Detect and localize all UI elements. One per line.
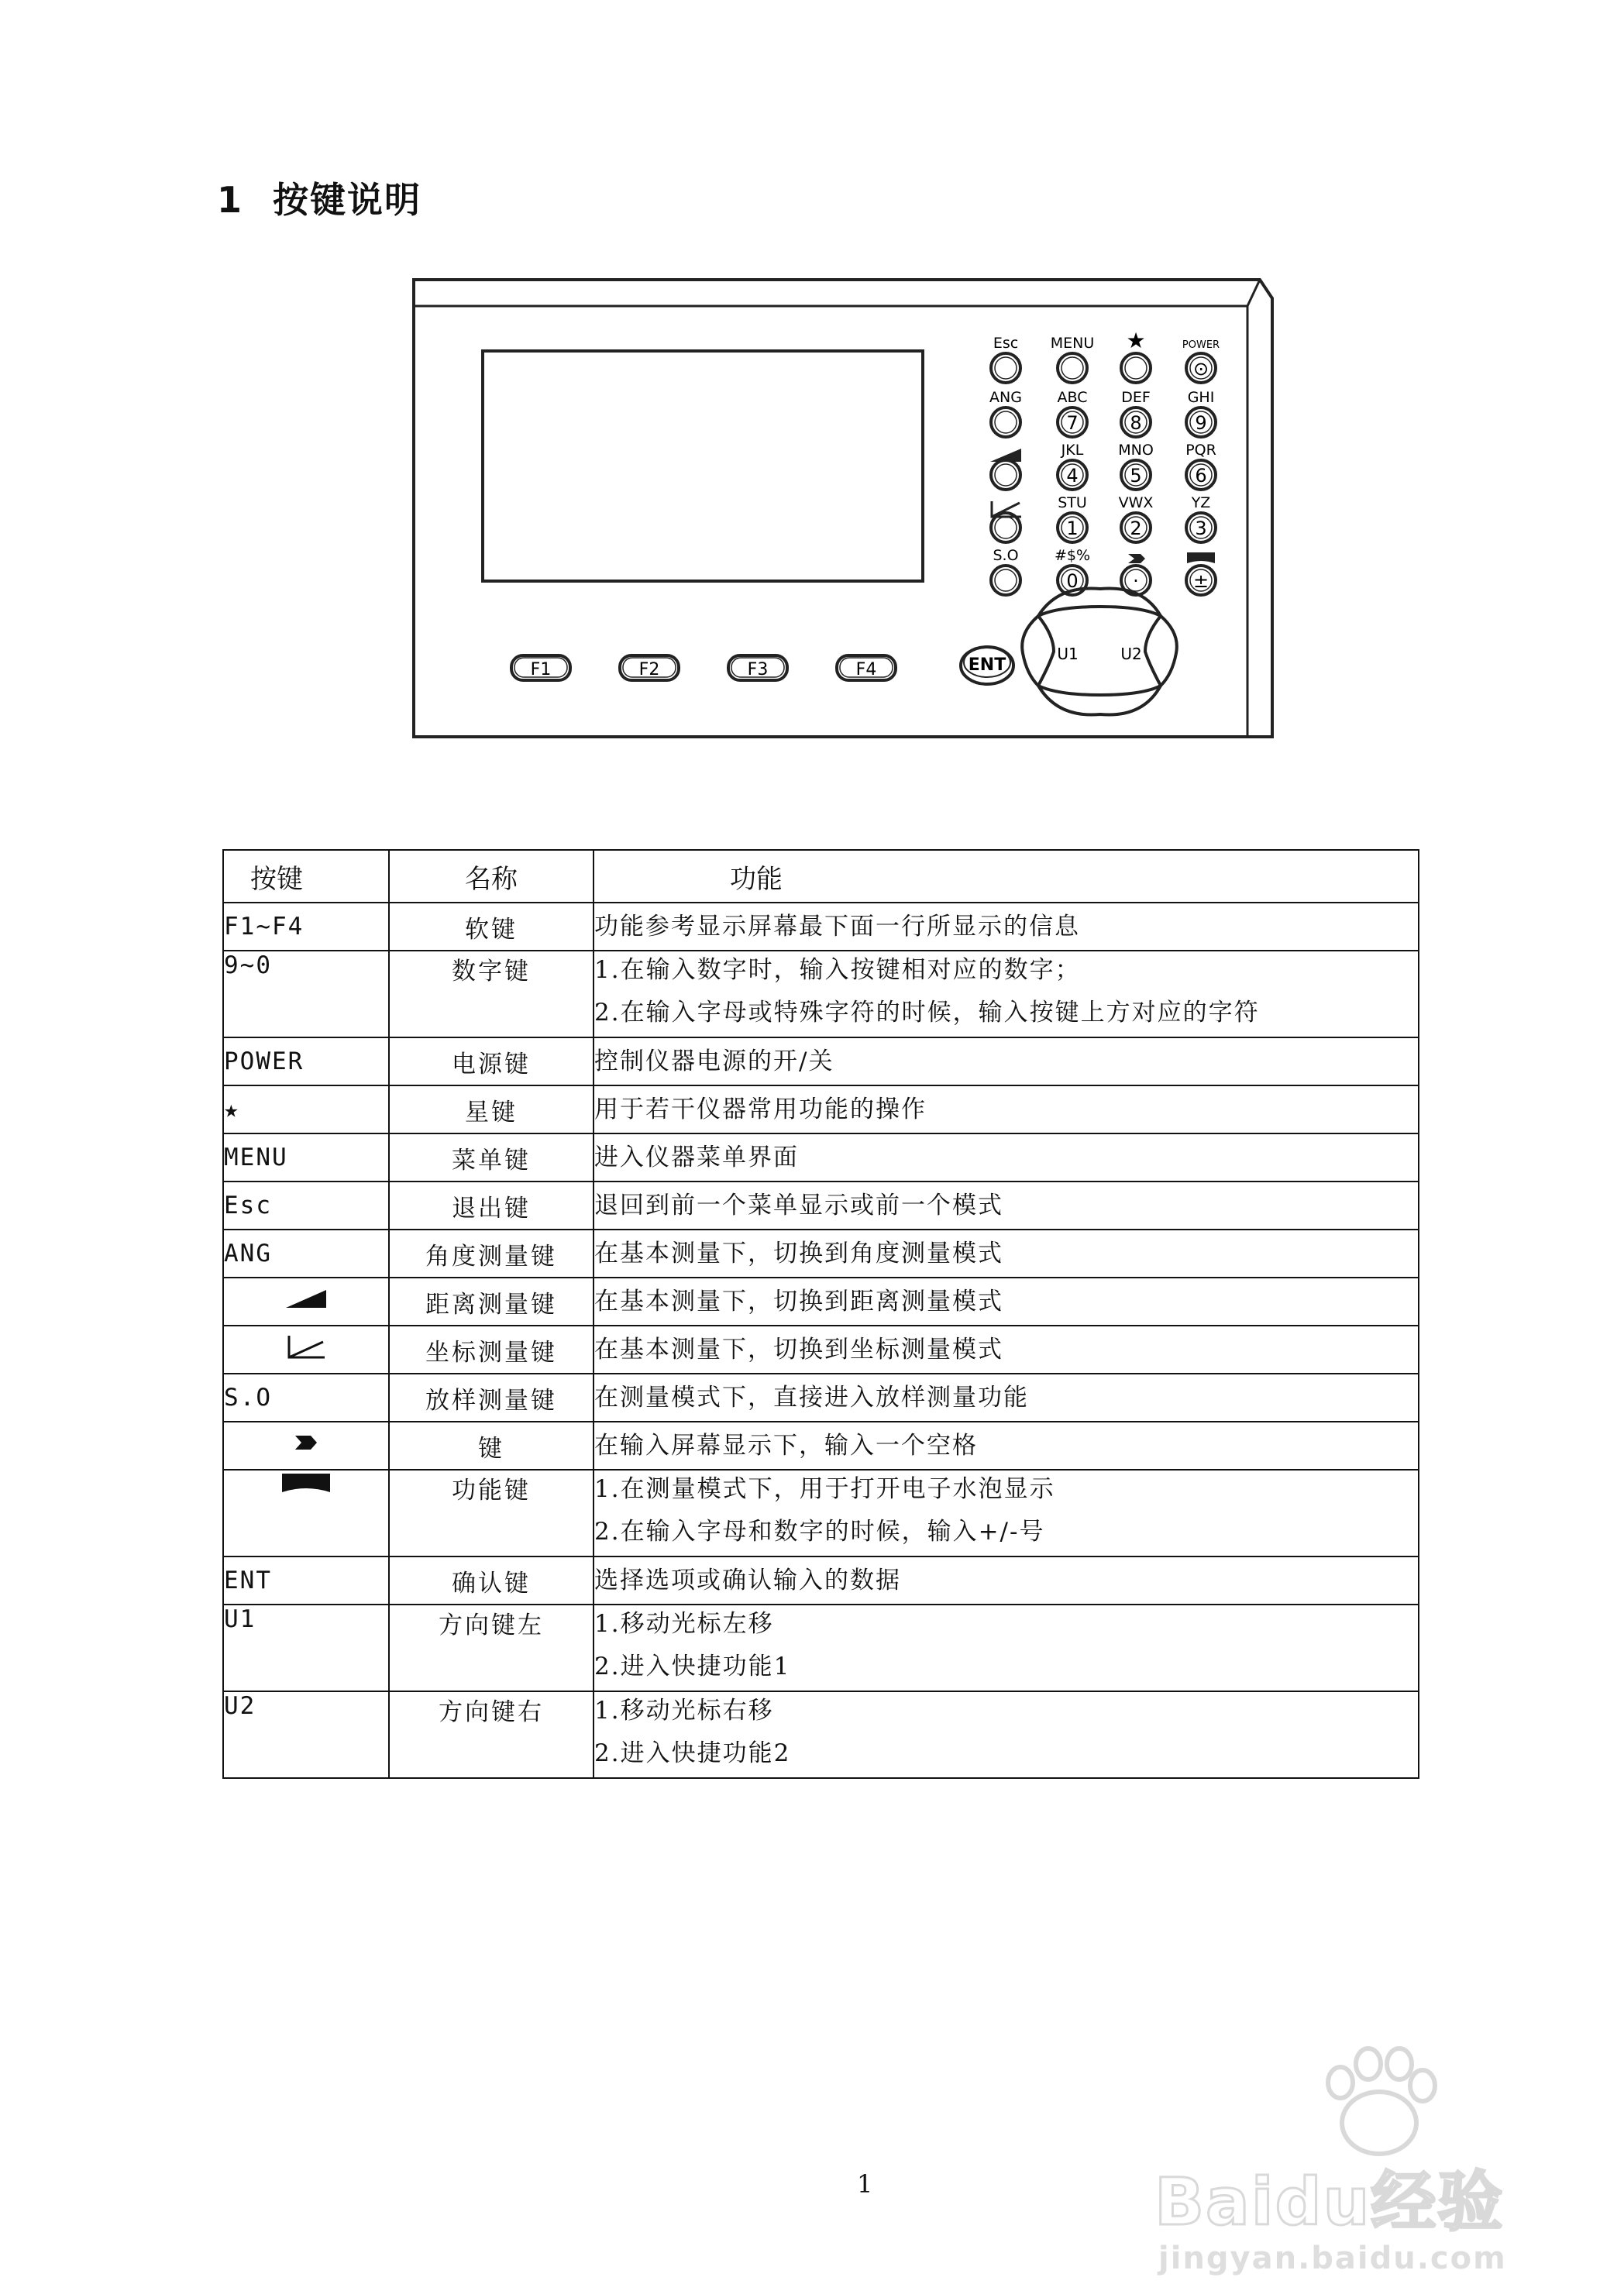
key-label: Esc <box>224 1192 272 1219</box>
key-cell <box>223 903 389 951</box>
function-cell <box>594 1605 1419 1691</box>
keypad-key[interactable] <box>1186 389 1216 437</box>
keypad-key[interactable] <box>1182 339 1220 383</box>
name-cell: 星键 <box>389 1085 594 1133</box>
function-line: 在基本测量下，切换到坐标测量模式 <box>594 1336 1003 1364</box>
keypad-key[interactable] <box>1118 442 1154 490</box>
function-cell <box>594 1085 1419 1133</box>
function-cell <box>594 1278 1419 1326</box>
key-cell <box>223 1230 389 1278</box>
function-line: 进入仪器菜单界面 <box>594 1144 799 1171</box>
level-icon <box>279 1472 333 1500</box>
space-icon <box>1128 554 1145 563</box>
name-cell: 电源键 <box>389 1037 594 1085</box>
table-row <box>223 903 1419 951</box>
distance-icon <box>283 1288 329 1316</box>
key-label: MENU <box>224 1144 288 1171</box>
keypad-key-label: PQR <box>1185 442 1216 459</box>
table-row <box>223 1278 1419 1326</box>
keypad-key-digit: 6 <box>1195 465 1207 487</box>
table-row <box>223 1230 1419 1278</box>
keypad-key-label: JKL <box>1061 442 1084 459</box>
key-cell <box>223 1691 389 1778</box>
key-cell <box>223 1085 389 1133</box>
keypad-key[interactable] <box>991 547 1020 595</box>
keypad-key[interactable] <box>1058 494 1087 542</box>
keypad-key-digit: 5 <box>1130 465 1142 487</box>
table-row <box>223 1605 1419 1691</box>
function-cell <box>594 1556 1419 1605</box>
function-line: 选择选项或确认输入的数据 <box>594 1567 901 1594</box>
keypad-key-label: ANG <box>989 389 1022 406</box>
keypad-key[interactable] <box>991 335 1020 383</box>
keypad-key-label: POWER <box>1182 339 1220 351</box>
keypad-key-label: S.O <box>993 547 1019 564</box>
key-cell <box>223 1326 389 1374</box>
keypad-key-digit: 2 <box>1130 518 1142 539</box>
watermark-sub: jingyan.baidu.com <box>1158 2241 1507 2276</box>
function-cell <box>594 1133 1419 1182</box>
baidu-watermark <box>1154 2038 1557 2276</box>
header-key: 按键 <box>223 850 389 903</box>
table-row <box>223 1422 1419 1470</box>
key-cell <box>223 1278 389 1326</box>
keypad-key[interactable] <box>1121 566 1151 595</box>
table-row <box>223 1470 1419 1556</box>
function-line: 2.在输入字母或特殊字符的时候，输入按键上方对应的字符 <box>594 999 1260 1027</box>
keypad-key-label: DEF <box>1121 389 1151 406</box>
watermark-main: Baidu经验 <box>1154 2164 1505 2240</box>
name-cell: 退出键 <box>389 1182 594 1230</box>
key-label: 9~0 <box>224 951 272 979</box>
function-line: 在基本测量下，切换到角度测量模式 <box>594 1240 1003 1268</box>
keypad-key-label: MNO <box>1118 442 1154 459</box>
keypad-key-digit: 9 <box>1195 412 1207 434</box>
navigation-pad[interactable] <box>1022 588 1177 714</box>
function-cell <box>594 1691 1419 1778</box>
keypad-key[interactable] <box>1055 547 1090 595</box>
keypad-key[interactable] <box>991 460 1020 490</box>
function-key-f1[interactable] <box>511 655 570 680</box>
table-row <box>223 1374 1419 1422</box>
function-cell <box>594 1374 1419 1422</box>
keypad-key-digit: ⊙ <box>1192 358 1209 380</box>
key-cell <box>223 1374 389 1422</box>
section-title-text: 按键说明 <box>273 179 422 221</box>
name-cell: 软键 <box>389 903 594 951</box>
name-cell: 确认键 <box>389 1556 594 1605</box>
key-cell <box>223 1133 389 1182</box>
keypad-key[interactable] <box>1058 389 1088 437</box>
function-line: 2.进入快捷功能2 <box>594 1739 791 1767</box>
enter-key[interactable] <box>961 647 1013 684</box>
paw-logo <box>1154 2038 1557 2162</box>
u2-label: U2 <box>1120 645 1142 663</box>
function-line: 在测量模式下，直接进入放样测量功能 <box>594 1384 1029 1412</box>
keypad-key-label: YZ <box>1191 494 1211 511</box>
name-cell: 方向键右 <box>389 1691 594 1778</box>
key-label: U2 <box>224 1692 256 1720</box>
keypad-key-digit: 7 <box>1066 412 1079 434</box>
keyboard-diagram <box>403 275 1278 748</box>
nav-left-key[interactable] <box>1022 616 1054 686</box>
function-key-f2[interactable] <box>620 655 679 680</box>
keypad-key-digit: · <box>1133 570 1139 592</box>
keypad-key-label: STU <box>1058 494 1087 511</box>
function-cell <box>594 1230 1419 1278</box>
section-number: 1 <box>217 179 244 221</box>
key-label: POWER <box>224 1047 304 1075</box>
name-cell: 菜单键 <box>389 1133 594 1182</box>
key-cell <box>223 1422 389 1470</box>
function-cell <box>594 1422 1419 1470</box>
keypad-key-label: Esc <box>993 335 1019 352</box>
keypad-key-digit: ± <box>1192 570 1209 592</box>
table-row <box>223 1085 1419 1133</box>
coordinate-icon <box>283 1339 329 1367</box>
function-cell <box>594 1470 1419 1556</box>
enter-key-label: ENT <box>968 655 1006 675</box>
key-label: S.O <box>224 1384 272 1412</box>
name-cell: 键 <box>389 1422 594 1470</box>
function-line: 1.移动光标右移 <box>594 1697 774 1725</box>
function-key-label: F1 <box>530 660 552 679</box>
distance-icon <box>990 449 1021 462</box>
keypad-key[interactable] <box>1121 389 1151 437</box>
nav-down-key[interactable] <box>1038 686 1161 715</box>
table-row <box>223 1037 1419 1085</box>
u1-label: U1 <box>1057 645 1079 663</box>
key-cell <box>223 1470 389 1556</box>
keypad-key-label: GHI <box>1187 389 1215 406</box>
device-keyboard-illustration <box>403 275 1278 748</box>
space-icon <box>291 1433 322 1460</box>
function-cell <box>594 1037 1419 1085</box>
keypad-key-label: VWX <box>1118 494 1154 511</box>
lcd-screen <box>483 351 923 581</box>
table-row <box>223 1326 1419 1374</box>
function-line: 退回到前一个菜单显示或前一个模式 <box>594 1192 1003 1219</box>
function-cell <box>594 1182 1419 1230</box>
name-cell: 数字键 <box>389 951 594 1037</box>
section-heading <box>217 172 421 223</box>
function-line: 1.在测量模式下，用于打开电子水泡显示 <box>594 1475 1055 1503</box>
key-cell <box>223 1556 389 1605</box>
keypad-key[interactable] <box>1121 328 1151 383</box>
keypad-key-label: MENU <box>1050 335 1095 352</box>
function-line: 用于若干仪器常用功能的操作 <box>594 1096 927 1123</box>
key-cell <box>223 1037 389 1085</box>
name-cell: 方向键左 <box>389 1605 594 1691</box>
function-line: 1.在输入数字时，输入按键相对应的数字； <box>594 956 1081 984</box>
keypad-key-digit: 8 <box>1130 412 1142 434</box>
function-line: 1.移动光标左移 <box>594 1610 774 1638</box>
table-row <box>223 1182 1419 1230</box>
function-cell <box>594 951 1419 1037</box>
key-label: ENT <box>224 1567 272 1594</box>
keypad-key-digit: 0 <box>1066 570 1079 592</box>
function-line: 功能参考显示屏幕最下面一行所显示的信息 <box>594 913 1080 941</box>
function-line: 控制仪器电源的开/关 <box>594 1047 834 1075</box>
keypad-key[interactable] <box>1058 442 1087 490</box>
function-key-f4[interactable] <box>837 655 896 680</box>
function-line: 2.在输入字母和数字的时候，输入+/-号 <box>594 1518 1045 1546</box>
table-header-row <box>223 850 1419 903</box>
keypad-key[interactable] <box>1186 494 1216 542</box>
key-label: U1 <box>224 1605 256 1633</box>
key-description-table <box>222 849 1419 1779</box>
function-line: 2.进入快捷功能1 <box>594 1653 791 1680</box>
key-cell <box>223 951 389 1037</box>
name-cell: 角度测量键 <box>389 1230 594 1278</box>
name-cell: 距离测量键 <box>389 1278 594 1326</box>
keypad-key-digit: 4 <box>1066 465 1079 487</box>
keypad-key[interactable] <box>1185 442 1216 490</box>
nav-right-key[interactable] <box>1145 616 1177 686</box>
keypad-key-digit: 1 <box>1066 518 1079 539</box>
table-row <box>223 1133 1419 1182</box>
page-number: 1 <box>857 2169 873 2199</box>
keypad-key[interactable] <box>989 389 1022 437</box>
key-label: F1~F4 <box>224 913 304 941</box>
header-name: 名称 <box>389 850 594 903</box>
keypad-key[interactable] <box>1051 335 1095 383</box>
function-line: 在输入屏幕显示下，输入一个空格 <box>594 1432 978 1460</box>
keypad <box>989 328 1220 595</box>
keypad-key-digit: 3 <box>1195 518 1207 539</box>
key-label: ★ <box>224 1096 240 1123</box>
function-cell <box>594 1326 1419 1374</box>
function-cell <box>594 903 1419 951</box>
key-label: ANG <box>224 1240 272 1268</box>
device-top-bevel <box>414 280 1260 306</box>
table-row <box>223 951 1419 1037</box>
key-cell <box>223 1605 389 1691</box>
function-key-f3[interactable] <box>728 655 787 680</box>
keypad-key[interactable] <box>1186 566 1216 595</box>
keypad-key-label: ABC <box>1057 389 1088 406</box>
name-cell: 放样测量键 <box>389 1374 594 1422</box>
function-key-label: F2 <box>638 660 660 679</box>
keypad-key-label: ★ <box>1126 328 1146 353</box>
table-row <box>223 1691 1419 1778</box>
function-line: 在基本测量下，切换到距离测量模式 <box>594 1288 1003 1316</box>
name-cell: 坐标测量键 <box>389 1326 594 1374</box>
keypad-key[interactable] <box>1119 494 1154 542</box>
level-icon <box>1187 552 1215 563</box>
table-row <box>223 1556 1419 1605</box>
keypad-key-label: #$% <box>1054 547 1091 564</box>
table-body <box>223 903 1419 1778</box>
name-cell: 功能键 <box>389 1470 594 1556</box>
key-cell <box>223 1182 389 1230</box>
header-function: 功能 <box>594 850 1419 903</box>
function-keys <box>511 655 896 680</box>
function-key-label: F3 <box>747 660 769 679</box>
function-key-label: F4 <box>855 660 877 679</box>
